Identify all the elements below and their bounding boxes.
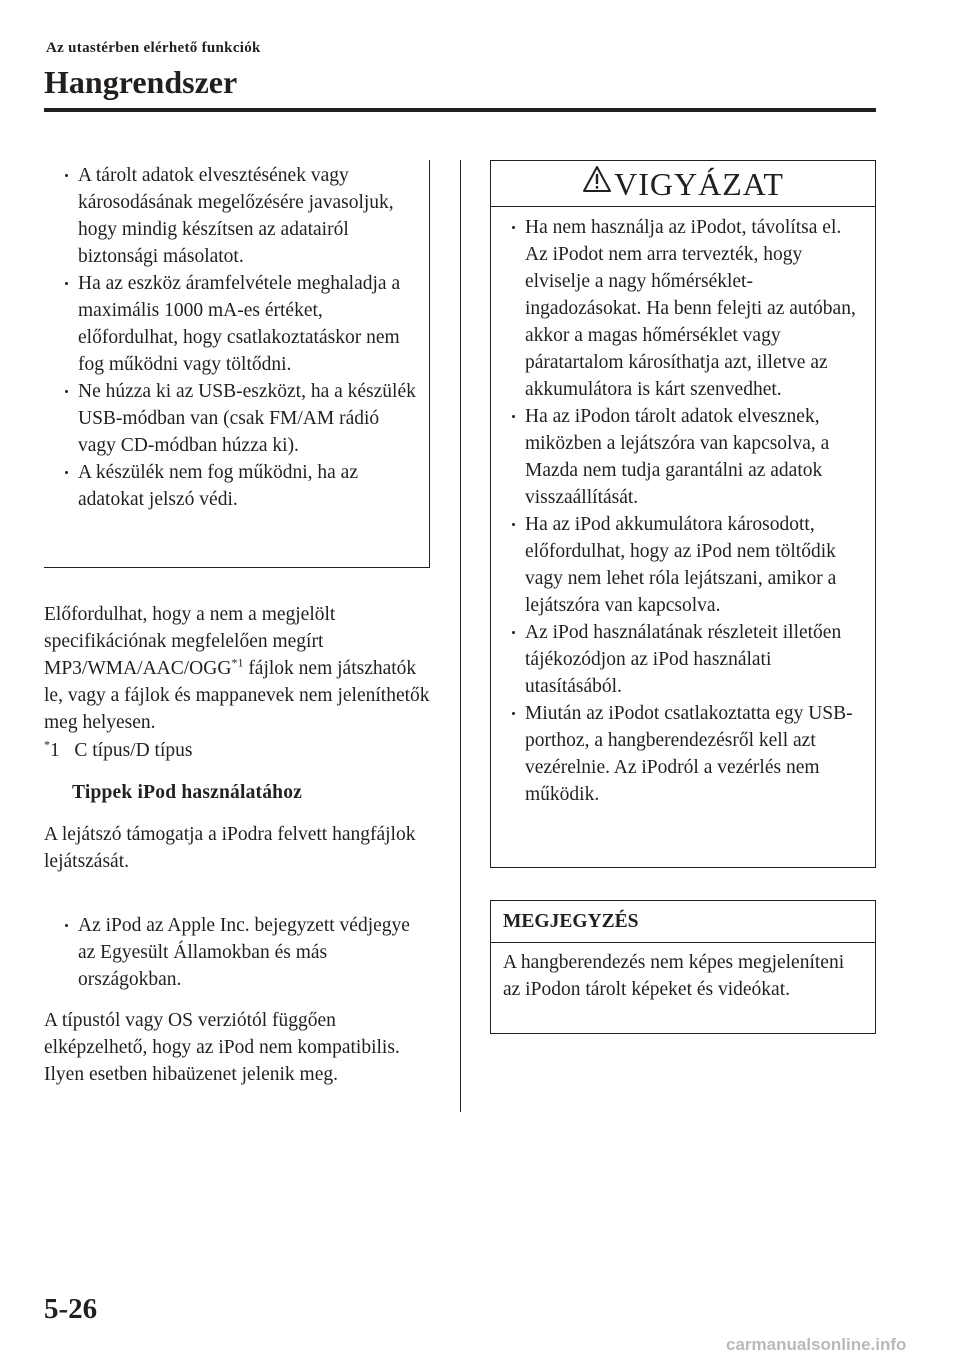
list-item: Miután az iPodot csatlakoztatta egy USB-porthoz, a hangberendezésről kell azt vezérelnie. Az iPodról a vezérlés nem működik. <box>491 700 865 808</box>
list-item: Ne húzza ki az USB-eszközt, ha a készülék USB-módban van (csak FM/AM rádió vagy CD-módban húzza ki). <box>44 378 418 459</box>
list-item: Az iPod az Apple Inc. bejegyzett védjegye az Egyesült Államokban és más országokban. <box>44 912 424 993</box>
page-number: 5-26 <box>44 1293 98 1325</box>
column-divider <box>460 160 461 1112</box>
watermark: carmanualsonline.info <box>726 1335 907 1354</box>
footnote <box>44 737 192 764</box>
ipod-tips-heading: Tippek iPod használatához <box>72 782 303 803</box>
mp3-compatibility-paragraph <box>44 601 436 736</box>
footnote-ref: *1 <box>231 655 244 670</box>
note-box <box>490 900 876 1034</box>
os-version-paragraph: A típustól vagy OS verziótól függően elképzelhető, hogy az iPod nem kompatibilis. Ilyen esetben hibaüzenet jelenik meg. <box>44 1010 400 1085</box>
ipod-intro-paragraph: A lejátszó támogatja a iPodra felvett hangfájlok lejátszását. <box>44 824 416 872</box>
title-rule <box>44 108 876 112</box>
section-label: Az utastérben elérhető funkciók <box>46 40 261 56</box>
note-text: A hangberendezés nem képes megjeleníteni az iPodon tárolt képeket és videókat. <box>503 952 845 1000</box>
list-item: Ha az iPodon tárolt adatok elvesznek, miközben a lejátszóra van kapcsolva, a Mazda nem tudja garantálni az adatok visszaállítását. <box>491 403 865 511</box>
note-header <box>491 901 875 943</box>
list-item: Ha az iPod akkumulátora károsodott, előfordulhat, hogy az iPod nem töltődik vagy nem lehet róla lejátszani, amikor a lejátszóra van kapcsolva. <box>491 511 865 619</box>
note-title: MEGJEGYZÉS <box>503 911 639 932</box>
warning-box <box>490 160 876 868</box>
footnote-mark: * <box>44 737 50 752</box>
usb-caution-box <box>44 160 430 568</box>
warning-header <box>491 161 875 207</box>
mp3-text-before: Előfordulhat, hogy a nem a megjelölt specifikációnak megfelelően megírt MP3/WMA/AAC/OGG <box>44 604 336 679</box>
mp3-text-after: fájlok nem játszhatók le, vagy a fájlok és mappanevek nem jeleníthetők meg helyesen. <box>44 658 430 733</box>
list-item: Ha nem használja az iPodot, távolítsa el. Az iPodot nem arra tervezték, hogy elviselje a nagy hőmérséklet-ingadozásokat. Ha benn felejti az autóban, akkor a magas hőmérséklet vagy páratartalom károsíthatja azt, illetve az akkumulátora is kárt szenvedhet. <box>491 214 865 403</box>
warning-triangle-icon <box>582 165 612 193</box>
list-item: A tárolt adatok elvesztésének vagy károsodásának megelőzésére javasoljuk, hogy mindig készítsen az adatairól biztonsági másolatot. <box>44 162 418 270</box>
footnote-text: 1 C típus/D típus <box>50 740 193 761</box>
list-item: A készülék nem fog működni, ha az adatokat jelszó védi. <box>44 459 418 513</box>
list-item: Az iPod használatának részleteit illetően tájékozódjon az iPod használati utasításából. <box>491 619 865 700</box>
trademark-list <box>44 912 424 993</box>
warning-title: VIGYÁZAT <box>614 166 784 202</box>
page-title: Hangrendszer <box>44 64 238 100</box>
list-item: Ha az eszköz áramfelvétele meghaladja a maximális 1000 mA-es értéket, előfordulhat, hogy csatlakoztatáskor nem fog működni vagy töltődni. <box>44 270 418 378</box>
